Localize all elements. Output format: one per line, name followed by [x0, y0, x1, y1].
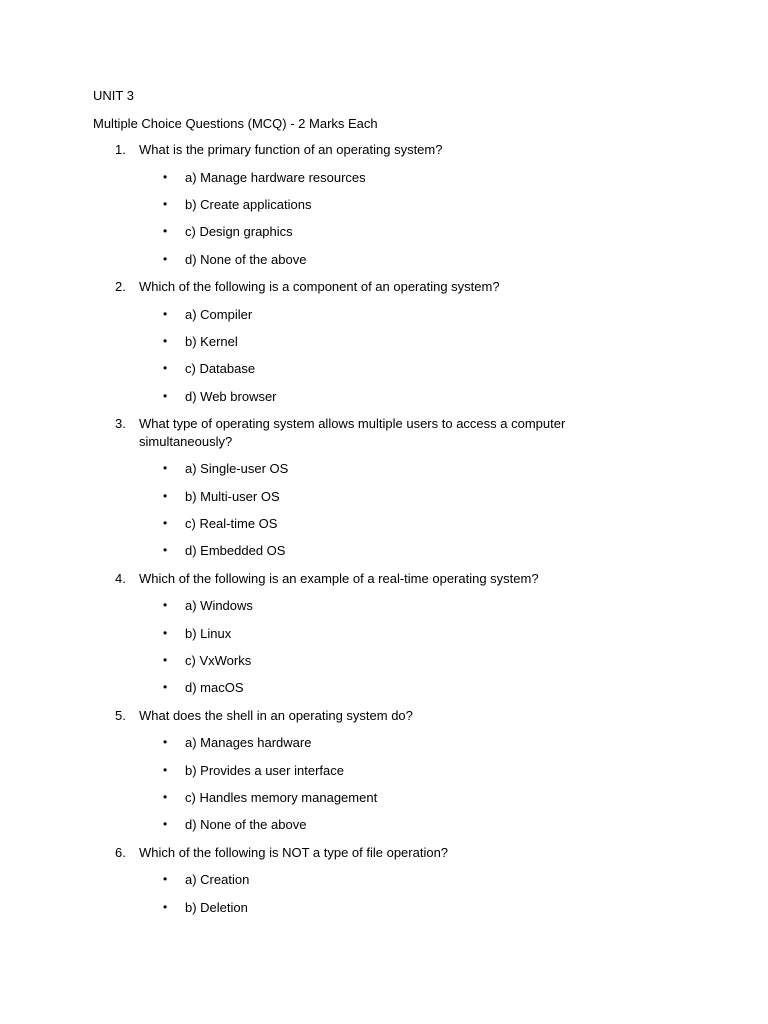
- option-item: [0, 734, 768, 751]
- question-item: [0, 570, 768, 697]
- question-text: Which of the following is an example of a real-time operating system?: [139, 570, 539, 586]
- question-line: [0, 844, 599, 872]
- question-item: [0, 141, 768, 268]
- bullet-icon: •: [163, 625, 168, 640]
- option-text: b) Create applications: [185, 196, 312, 212]
- bullet-icon: •: [163, 543, 168, 558]
- question-number: 4.: [115, 570, 126, 586]
- option-text: d) Web browser: [185, 388, 277, 404]
- option-list: [0, 597, 768, 696]
- option-text: b) Provides a user interface: [185, 762, 344, 778]
- option-text: d) Embedded OS: [185, 543, 286, 559]
- option-item: [0, 542, 768, 559]
- option-item: [0, 251, 768, 268]
- option-text: a) Windows: [185, 598, 253, 614]
- question-number: 1.: [115, 142, 126, 157]
- bullet-icon: •: [163, 461, 168, 476]
- option-item: [0, 360, 768, 377]
- bullet-icon: •: [163, 790, 168, 805]
- option-list: [0, 169, 768, 268]
- question-item: [0, 278, 768, 405]
- question-text: Which of the following is NOT a type of file operation?: [139, 844, 449, 860]
- option-text: a) Single-user OS: [185, 461, 289, 477]
- option-text: a) Manage hardware resources: [185, 169, 366, 185]
- option-item: [0, 899, 768, 916]
- bullet-icon: •: [163, 251, 168, 266]
- option-item: [0, 169, 768, 186]
- option-item: [0, 196, 768, 213]
- option-item: [0, 515, 768, 532]
- option-item: [0, 460, 768, 477]
- bullet-icon: •: [163, 817, 168, 832]
- bullet-icon: •: [163, 872, 168, 887]
- bullet-icon: •: [163, 361, 168, 376]
- bullet-icon: •: [163, 196, 168, 211]
- option-text: c) Database: [185, 361, 256, 377]
- option-item: [0, 488, 768, 505]
- option-text: d) None of the above: [185, 817, 307, 833]
- question-text: Which of the following is a component of an operating system?: [139, 279, 500, 295]
- bullet-icon: •: [163, 735, 168, 750]
- option-text: c) Real-time OS: [185, 515, 278, 531]
- option-text: c) Design graphics: [185, 224, 293, 240]
- option-item: [0, 223, 768, 240]
- bullet-icon: •: [163, 652, 168, 667]
- option-item: [0, 625, 768, 642]
- bullet-icon: •: [163, 598, 168, 613]
- option-item: [0, 762, 768, 779]
- question-number: 5.: [115, 707, 126, 723]
- bullet-icon: •: [163, 333, 168, 348]
- question-number: 3.: [115, 416, 126, 432]
- option-item: [0, 597, 768, 614]
- unit-title: UNIT 3: [93, 88, 134, 103]
- question-line: [0, 278, 599, 306]
- option-list: [0, 460, 768, 559]
- question-text: What is the primary function of an operating system?: [139, 142, 443, 157]
- question-text: What type of operating system allows multiple users to access a computer simultaneously?: [139, 416, 566, 449]
- bullet-icon: •: [163, 306, 168, 321]
- option-item: [0, 789, 768, 806]
- question-line: [0, 570, 599, 598]
- bullet-icon: •: [163, 899, 168, 914]
- bullet-icon: •: [163, 762, 168, 777]
- question-line: [0, 415, 599, 460]
- section-title: Multiple Choice Questions (MCQ) - 2 Marks Each: [93, 116, 378, 131]
- option-text: d) macOS: [185, 680, 244, 696]
- question-item: [0, 707, 768, 834]
- bullet-icon: •: [163, 169, 168, 184]
- option-text: c) Handles memory management: [185, 790, 378, 806]
- option-item: [0, 871, 768, 888]
- bullet-icon: •: [163, 488, 168, 503]
- question-text: What does the shell in an operating system do?: [139, 707, 413, 723]
- option-item: [0, 388, 768, 405]
- question-number: 6.: [115, 844, 126, 860]
- option-text: b) Deletion: [185, 899, 248, 915]
- bullet-icon: •: [163, 515, 168, 530]
- question-line: [0, 141, 599, 169]
- option-item: [0, 333, 768, 350]
- question-item: [0, 415, 768, 559]
- bullet-icon: •: [163, 224, 168, 239]
- question-item: [0, 844, 768, 916]
- option-text: a) Manages hardware: [185, 735, 312, 751]
- option-text: d) None of the above: [185, 251, 307, 267]
- option-list: [0, 734, 768, 833]
- bullet-icon: •: [163, 388, 168, 403]
- option-text: a) Creation: [185, 872, 250, 888]
- option-text: b) Kernel: [185, 333, 238, 349]
- question-list: [0, 141, 768, 926]
- option-list: [0, 306, 768, 405]
- question-number: 2.: [115, 279, 126, 295]
- bullet-icon: •: [163, 680, 168, 695]
- option-item: [0, 306, 768, 323]
- option-text: a) Compiler: [185, 306, 253, 322]
- option-text: b) Linux: [185, 625, 232, 641]
- option-item: [0, 652, 768, 669]
- option-text: c) VxWorks: [185, 652, 252, 668]
- option-item: [0, 816, 768, 833]
- option-list: [0, 871, 768, 915]
- question-line: [0, 707, 599, 735]
- option-item: [0, 679, 768, 696]
- option-text: b) Multi-user OS: [185, 488, 280, 504]
